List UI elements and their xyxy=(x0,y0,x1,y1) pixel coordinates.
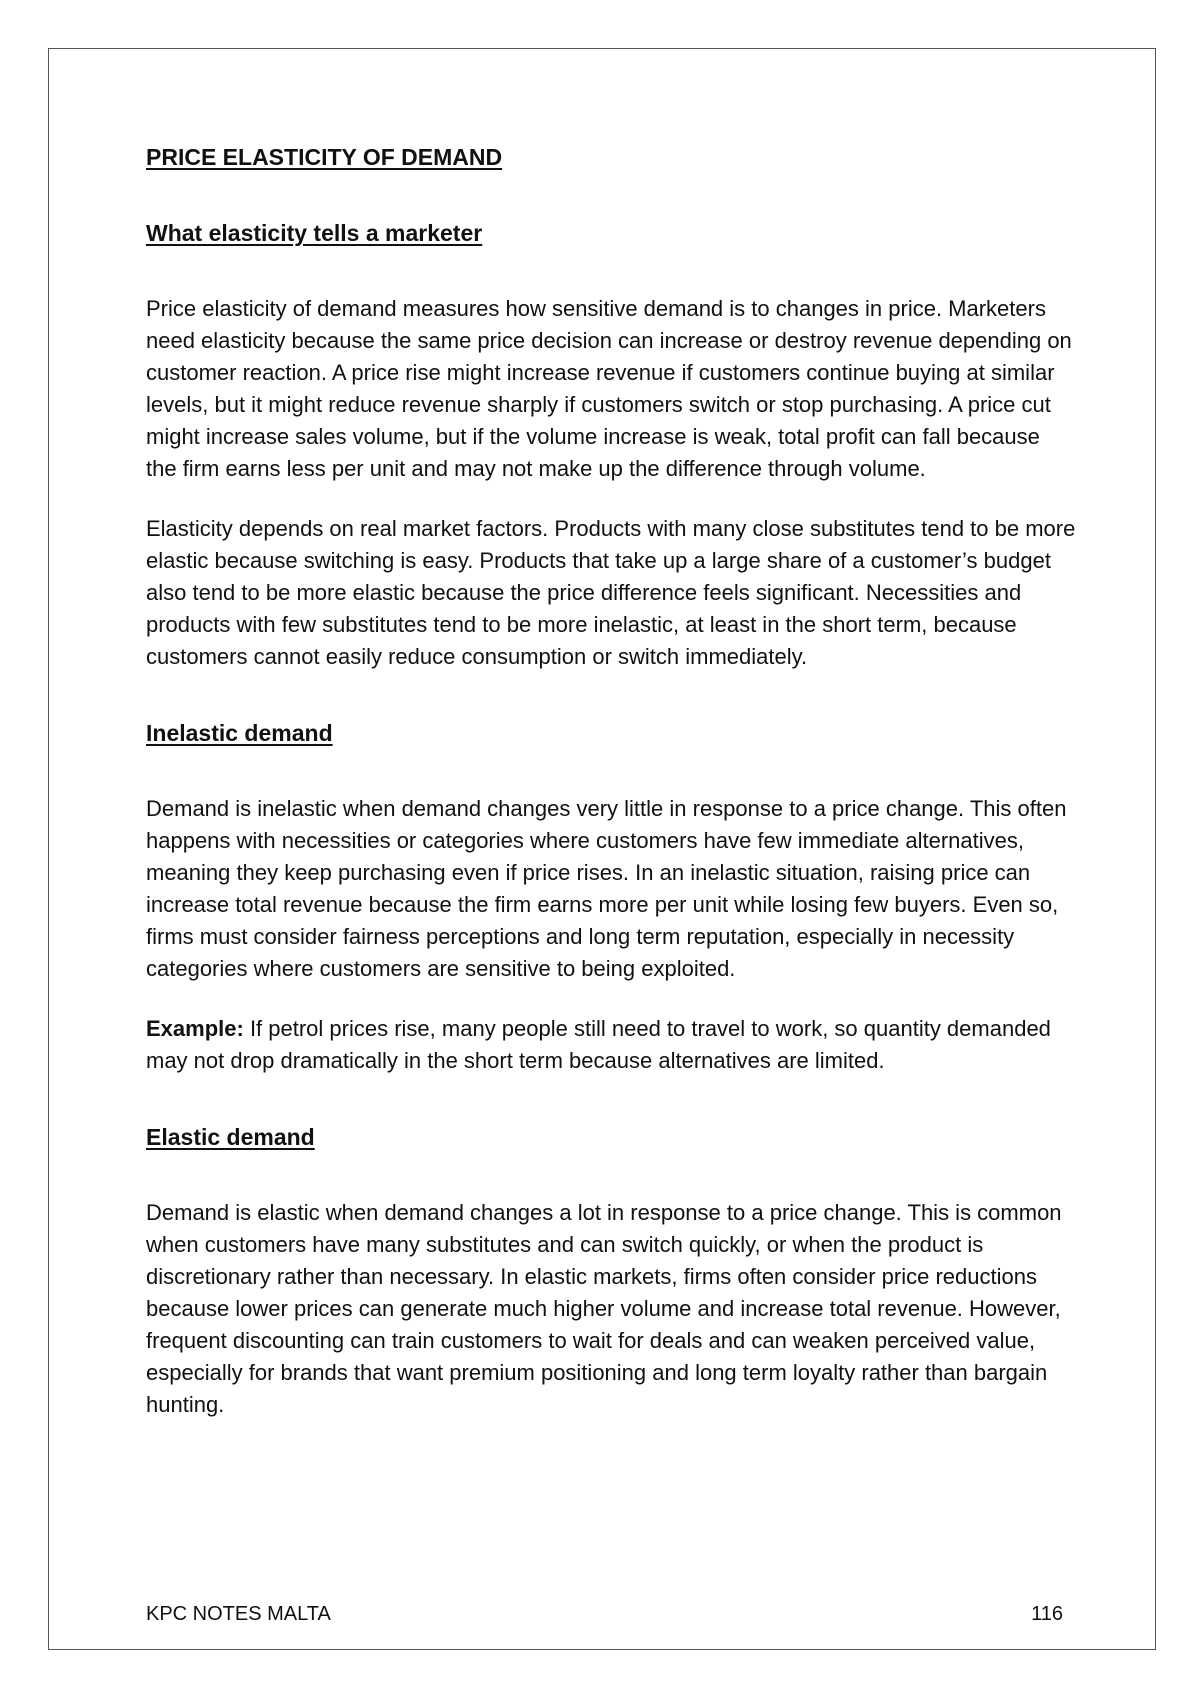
example-text: If petrol prices rise, many people still need to travel to work, so quantity demanded may not drop dramatically in the short term because alternatives are limited. xyxy=(146,1016,1051,1073)
paragraph-elasticity-intro: Price elasticity of demand measures how sensitive demand is to changes in price. Marketers need elasticity because the same price decision can increase or destroy revenue depending on customer reaction. A price rise might increase revenue if customers continue buying at similar levels, but it might reduce revenue sharply if customers switch or stop purchasing. A price cut might increase sales volume, but if the volume increase is weak, total profit can fall because the firm earns less per unit and may not make up the difference through volume. xyxy=(146,296,1072,481)
section-heading-marketer: What elasticity tells a marketer xyxy=(146,220,483,246)
example-paragraph xyxy=(146,1013,1076,1077)
paragraph-inelastic: Demand is inelastic when demand changes very little in response to a price change. This often happens with necessities or categories where customers have few immediate alternatives, meaning they keep purchasing even if price rises. In an inelastic situation, raising price can increase total revenue because the firm earns more per unit while losing few buyers. Even so, firms must consider fairness perceptions and long term reputation, especially in necessity categories where customers are sensitive to being exploited. xyxy=(146,796,1067,981)
page-content xyxy=(146,141,1076,1421)
page-number: 116 xyxy=(1031,1603,1063,1625)
footer-title: KPC NOTES MALTA xyxy=(146,1603,331,1625)
paragraph-elasticity-factors: Elasticity depends on real market factors. Products with many close substitutes tend to be more elastic because switching is easy. Products that take up a large share of a customer’s budget also tend to be more elastic because the price difference feels significant. Necessities and products with few substitutes tend to be more inelastic, at least in the short term, because customers cannot easily reduce consumption or switch immediately. xyxy=(146,516,1076,669)
section-heading-elastic: Elastic demand xyxy=(146,1124,315,1150)
section-heading-inelastic: Inelastic demand xyxy=(146,720,333,746)
paragraph-elastic: Demand is elastic when demand changes a lot in response to a price change. This is common when customers have many substitutes and can switch quickly, or when the product is discretionary rather than necessary. In elastic markets, firms often consider price reductions because lower prices can generate much higher volume and increase total revenue. However, frequent discounting can train customers to wait for deals and can weaken perceived value, especially for brands that want premium positioning and long term loyalty rather than bargain hunting. xyxy=(146,1200,1062,1417)
page-title: PRICE ELASTICITY OF DEMAND xyxy=(146,144,503,170)
example-label: Example: xyxy=(146,1016,244,1041)
